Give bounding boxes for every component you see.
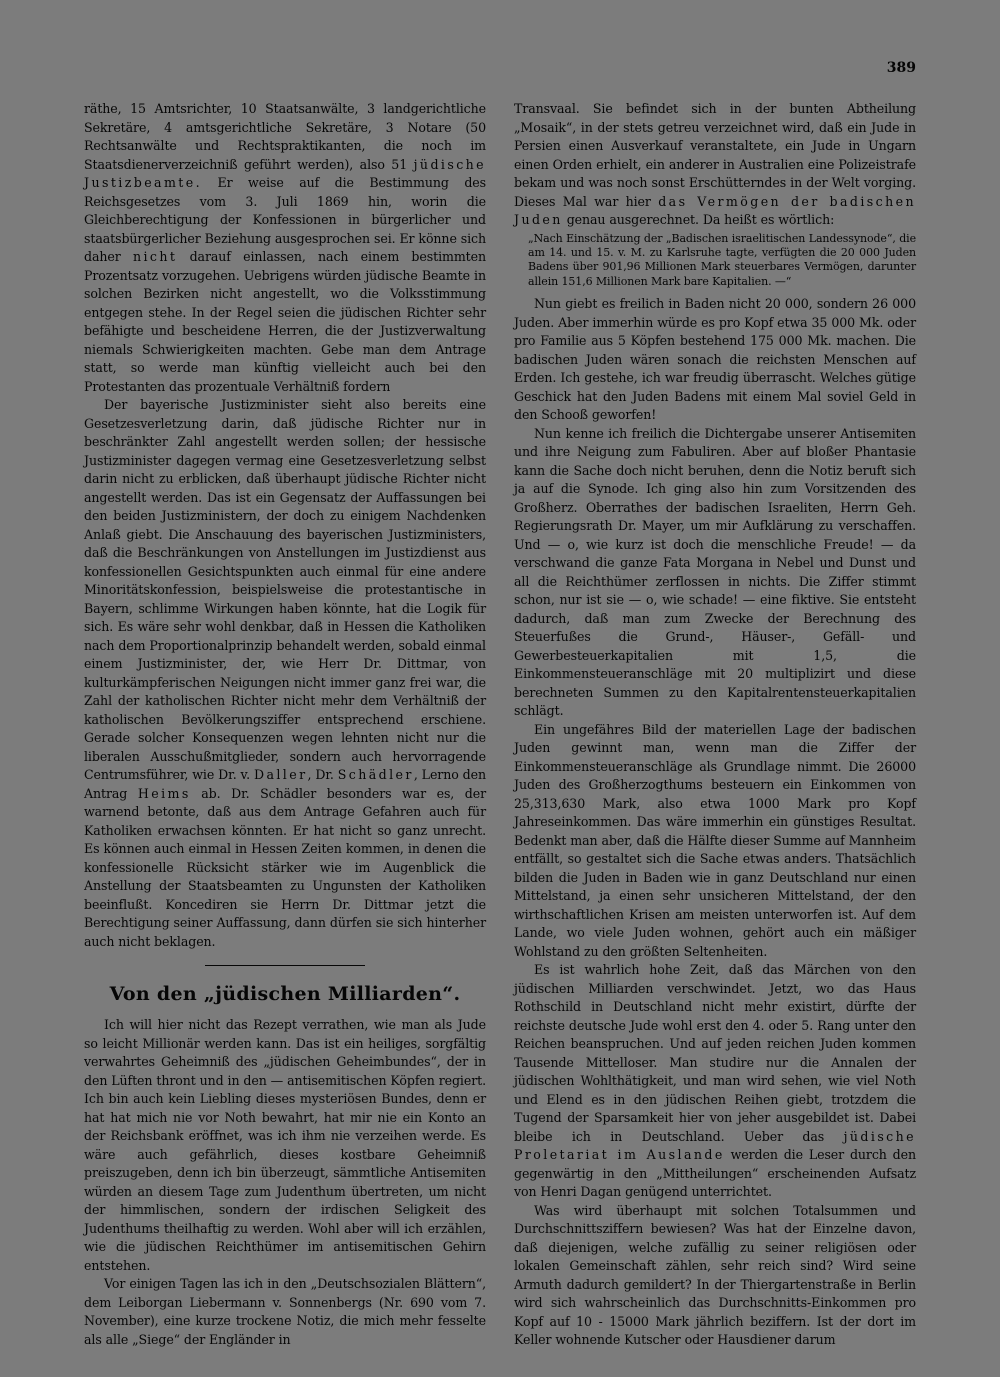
text-run: räthe, 15 Amtsrichter, 10 Staatsanwälte, 3 landgerichtliche Sekretäre, 4 amtsgerichtliche Sekretäre, 3 Notare (50 Rechtsanwälte und Rechtspraktikanten, die noch im Staatsdienerverzeichniß geführt werden), also 51 [84, 101, 486, 172]
text-run: , Lerno den Antrag [84, 767, 486, 801]
spaced-text: nicht [132, 249, 178, 264]
section-divider [205, 965, 365, 966]
right-column [514, 100, 916, 1350]
spaced-text: jüdische Justizbeamte. [84, 156, 487, 190]
text-run: genau ausgerechnet. Da heißt es wörtlich: [566, 212, 835, 227]
paragraph: Ich will hier nicht das Rezept verrathen, wie man als Jude so leicht Millionär werden kann. Das ist ein heiliges, sorgfältig verwahrtes Geheimniß des „jüdischen Geheimbundes“, der in den Lüften thront und in den — antisemitischen Köpfen regiert. Ich bin auch kein Liebling dieses mysteriösen Bundes, denn er hat hat mich nie vor Noth bewahrt, hat mir nie ein Konto an der Reichsbank eröffnet, was ich ihm nie verzeihen werde. Es wäre auch gefährlich, dieses kostbare Geheimniß preiszugeben, denn ich bin überzeugt, sämmtliche Antisemiten würden an diesem Tage zum Judenthum übertreten, um nicht der himmlischen, sondern der irdischen Seligkeit des Judenthums theilhaftig zu werden. Wohl aber will ich erzählen, wie die jüdischen Reichthümer im antisemitischen Gehirn entstehen. [84, 1017, 486, 1273]
text-run: Er weise auf die Bestimmung des Reichsgesetzes vom 3. Juli 1869 hin, worin die Gleichberechtigung der Konfessionen in bürgerlicher und staatsbürgerlicher Beziehung ausgesprochen sei. Er könne sich daher [84, 175, 486, 264]
page-number: 389 [886, 60, 916, 76]
left-column [84, 100, 486, 1349]
block-quote: „Nach Einschätzung der „Badischen israelitischen Landessynode“, die am 14. und 15. v. M. zu Karlsruhe tagte, verfügten die 20 000 Juden Badens über 901,96 Millionen Mark steuerbares Vermögen, darunter allein 151,6 Millionen Mark bare Kapitalien. —“ [528, 231, 916, 288]
paragraph [514, 961, 916, 1202]
text-run: , Dr. [307, 767, 334, 782]
spaced-text: Schädler [337, 767, 414, 782]
paragraph: Nun kenne ich freilich die Dichtergabe unserer Antisemiten und ihre Neigung zum Fabuliren. Aber auf bloßer Phantasie kann die Sache doch nicht beruhen, denn die Notiz beruft sich ja auf die Synode. Ich ging also hin zum Vorsitzenden des Großherz. Oberrathes der badischen Israeliten, Herrn Geh. Regierungsrath Dr. Mayer, um mir Aufklärung zu verschaffen. Und — o, wie kurz ist doch die menschliche Freude! — da verschwand die ganze Fata Morgana in Nebel und Dunst und all die Reichthümer zerflossen in nichts. Die Ziffer stimmt schon, nur ist sie — o, wie schade! — eine fiktive. Sie entsteht dadurch, daß man zum Zwecke der Berechnung des Steuerfußes die Grund-, Häuser-, Gefäll- und Gewerbesteuerkapitalien mit 1,5, die Einkommensteueranschläge mit 20 multiplizirt und diese berechneten Summen zu den Kapitalrentensteuerkapitalien schlägt. [514, 425, 916, 719]
paragraph [84, 396, 486, 951]
paragraph: Nun giebt es freilich in Baden nicht 20 000, sondern 26 000 Juden. Aber immerhin würde es pro Kopf etwa 35 000 Mk. oder pro Familie aus 5 Köpfen bestehend 175 000 Mk. machen. Die badischen Juden wären sonach die reichsten Menschen auf Erden. Ich gestehe, ich war freudig überrascht. Welches gütige Geschick hat den Juden Badens mit einem Mal soviel Geld in den Schooß geworfen! [514, 296, 916, 423]
spaced-text: Heims [137, 785, 191, 801]
text-run: Es ist wahrlich hohe Zeit, daß das Märchen von den jüdischen Milliarden verschwindet. Jetzt, wo das Haus Rothschild in Deutschland nicht mehr existirt, dürfte der reichste deutsche Jude wohl erst den 4. oder 5. Rang unter den Reichen beanspruchen. Und auf jeden reichen Juden kommen Tausende Mittelloser. Man studire nur die Annalen der jüdischen Wohlthätigkeit, und man wird sehen, wie viel Noth und Elend es in den jüdischen Reihen giebt, trotzdem die Tugend der Sparsamkeit hier von jeher ausgebildet ist. Dabei bleibe ich in Deutschland. Ueber das [514, 962, 916, 1144]
paragraph [514, 100, 916, 230]
paragraph [84, 100, 486, 396]
spaced-text: das Vermögen der badischen Juden [514, 193, 916, 227]
spaced-text: jüdische Proletariat im Auslande [514, 1128, 916, 1163]
spaced-text: Daller [253, 767, 308, 782]
text-run: Der bayerische Justizminister sieht also bereits eine Gesetzesverletzung darin, daß jüdische Richter nur in beschränkter Zahl angestellt werden sollen; der hessische Justizminister dagegen vermag eine Gesetzesverletzung selbst darin nicht zu erblicken, daß überhaupt jüdische Richter nicht angestellt werden. Das ist ein Gegensatz der Auffassungen bei den beiden Justizministern, der doch zu einigem Nachdenken Anlaß giebt. Die Anschauung des bayerischen Justizministers, daß die Beschränkungen von Anstellungen im Justizdienst aus konfessionellen Gesichtspunkten auch einmal für eine andere Minoritätskonfession, beispielsweise die protestantische in Bayern, schlimme Wirkungen haben könnte, hat die Logik für sich. Es wäre sehr wohl denkbar, daß in Hessen die Katholiken nach dem Proportionalprinzip behandelt werden, sobald einmal einem Justizminister, der, wie Herr Dr. Dittmar, von kulturkämpferischen Neigungen nicht immer ganz frei war, die Zahl der katholischen Richter nicht mehr dem Verhältniß der katholischen Bevölkerungsziffer entsprechend erschiene. Gerade solcher Konsequenzen wegen lehnten nicht nur die liberalen Ausschußmitglieder, sondern auch hervorragende Centrumsführer, wie Dr. v. [84, 397, 486, 782]
paragraph: Vor einigen Tagen las ich in den „Deutschsozialen Blättern“, dem Leiborgan Liebermann v. Sonnenbergs (Nr. 690 vom 7. November), eine kurze trockene Notiz, die mich mehr fesselte als alle „Siege“ der Engländer in [84, 1276, 486, 1347]
text-run: werden die Leser durch den gegenwärtig in den „Mittheilungen“ erscheinenden Aufsatz von Henri Dagan genügend unterrichtet. [514, 1147, 916, 1200]
paragraph: Was wird überhaupt mit solchen Totalsummen und Durchschnittsziffern bewiesen? Was hat der Einzelne davon, daß diejenigen, welche zufällig zu seiner religiösen oder lokalen Gemeinschaft zählen, sehr reich sind? Wird seine Armuth dadurch gemildert? In der Thiergartenstraße in Berlin wird sich wahrscheinlich das Durchschnitts-Einkommen pro Kopf auf 10 - 15000 Mark jährlich beziffern. Ist der dort im Keller wohnende Kutscher oder Hausdiener darum [514, 1202, 916, 1348]
text-run: ab. Dr. Schädler besonders war es, der warnend betonte, daß aus dem Antrage Gefahren auch für Katholiken erwachsen könnten. Er hat nicht so ganz unrecht. Es können auch einmal in Hessen Zeiten kommen, in denen die konfessionelle Rücksicht stärker wie im Augenblick die Anstellung der Staatsbeamten zu Ungunsten der Katholiken beeinflußt. Koncediren sie Herrn Dr. Dittmar jetzt die Berechtigung seiner Auffassung, dann dürfen sie sich hinterher auch nicht beklagen. [84, 785, 487, 949]
text-run: darauf einlassen, nach einem bestimmten Prozentsatz vorzugehen. Uebrigens würden jüdische Beamte in solchen Bezirken nicht angestellt, wo die Volksstimmung entgegen stehe. In der Regel seien die jüdischen Richter sehr befähigte und bescheidene Herren, die der Justizverwaltung niemals Schwierigkeiten machten. Gebe man dem Antrage statt, so werde man künftig vielleicht auch bei den Protestanten das prozentuale Verhältniß fordern [84, 249, 487, 394]
article-headline: Von den „jüdischen Milliarden“. [109, 983, 461, 1005]
text-run: Transvaal. Sie befindet sich in der bunten Abtheilung „Mosaik“, in der stets getreu verzeichnet wird, daß ein Jude in Persien einen Ausverkauf veranstaltete, ein Jude in Ungarn einen Orden erhielt, ein anderer in Australien eine Polizeistrafe bekam und was noch sonst Erschütterndes in der Welt vorging. Dieses Mal war hier [514, 101, 916, 209]
paragraph: Ein ungefähres Bild der materiellen Lage der badischen Juden gewinnt man, wenn man die Ziffer der Einkommensteueranschläge als Grundlage nimmt. Die 26000 Juden des Großherzogthums besteuern ein Einkommen von 25,313,630 Mark, also etwa 1000 Mark pro Kopf Jahreseinkommen. Das wäre immerhin ein günstiges Resultat. Bedenkt man aber, daß die Hälfte dieser Summe auf Mannheim entfällt, so gestaltet sich die Sache etwas anders. Thatsächlich bilden die Juden in Baden wie in ganz Deutschland nur einen Mittelstand, ja einen sehr unsicheren Mittelstand, der den wirthschaftlichen Krisen am meisten unterworfen ist. Auf dem Lande, wo viele Juden wohnen, gehört auch ein mäßiger Wohlstand zu den größten Seltenheiten. [514, 721, 916, 959]
